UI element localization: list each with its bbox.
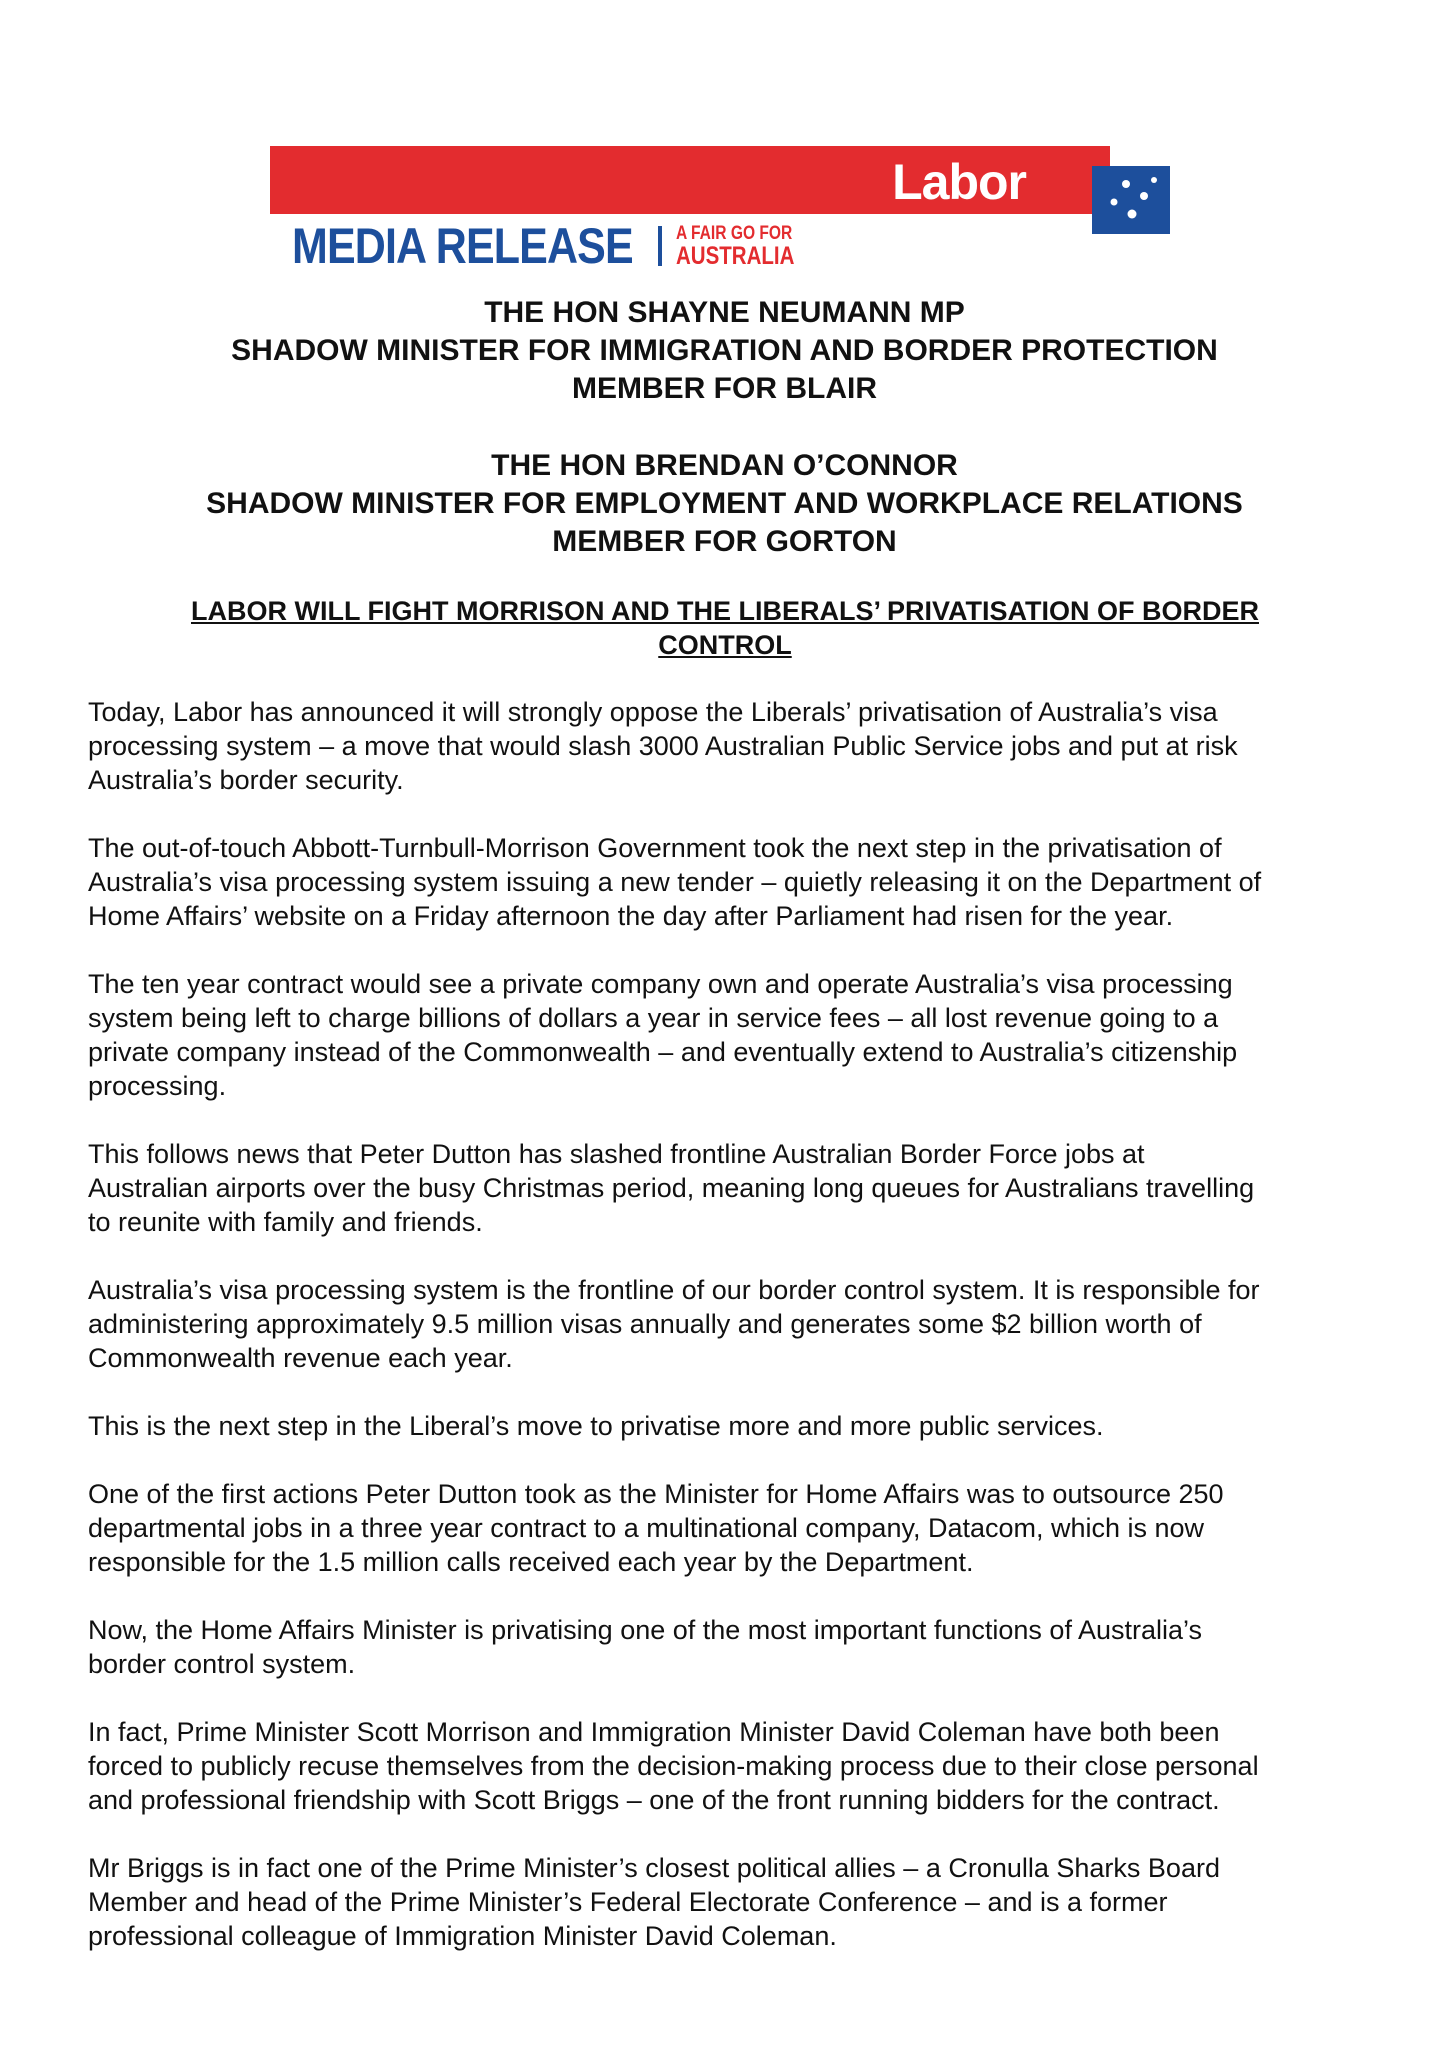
banner-divider bbox=[658, 226, 662, 266]
tagline-line-1: A FAIR GO FOR bbox=[676, 223, 793, 244]
paragraph-line: processing system – a move that would slash 3000 Australian Public Service jobs and put at risk bbox=[88, 731, 1238, 761]
minister-name: THE HON SHAYNE NEUMANN MP bbox=[484, 296, 965, 329]
banner-red-strip bbox=[270, 146, 1110, 214]
paragraph bbox=[88, 1137, 1388, 1239]
paragraph bbox=[88, 695, 1388, 797]
minister-seat: MEMBER FOR BLAIR bbox=[572, 372, 877, 405]
paragraph-line: Now, the Home Affairs Minister is privatising one of the most important functions of Australia’s bbox=[88, 1615, 1203, 1645]
southern-cross-flag-icon bbox=[1092, 166, 1170, 234]
paragraph-line: Australian airports over the busy Christmas period, meaning long queues for Australians travelling bbox=[88, 1173, 1255, 1203]
paragraph-line: The ten year contract would see a private company own and operate Australia’s visa processing bbox=[88, 969, 1233, 999]
paragraph bbox=[88, 1715, 1388, 1817]
minister-seat: MEMBER FOR GORTON bbox=[552, 525, 897, 558]
paragraph-line: Australia’s visa processing system issuing a new tender – quietly releasing it on the Department of bbox=[88, 867, 1262, 897]
paragraph-line: and professional friendship with Scott Briggs – one of the front running bidders for the contract. bbox=[88, 1785, 1220, 1815]
paragraph-line: Today, Labor has announced it will strongly oppose the Liberals’ privatisation of Australia’s visa bbox=[88, 697, 1218, 727]
labor-logo-text: Labor bbox=[892, 154, 1026, 210]
minister-role: SHADOW MINISTER FOR IMMIGRATION AND BORDER PROTECTION bbox=[231, 334, 1218, 367]
paragraph bbox=[88, 1613, 1388, 1681]
paragraph bbox=[88, 1851, 1388, 1953]
paragraph-line: Mr Briggs is in fact one of the Prime Minister’s closest political allies – a Cronulla Sharks Board bbox=[88, 1853, 1220, 1883]
paragraph-line: border control system. bbox=[88, 1649, 356, 1679]
paragraph bbox=[88, 1477, 1388, 1579]
title-line-1: LABOR WILL FIGHT MORRISON AND THE LIBERALS’ PRIVATISATION OF BORDER bbox=[191, 596, 1259, 626]
minister-role: SHADOW MINISTER FOR EMPLOYMENT AND WORKPLACE RELATIONS bbox=[206, 487, 1243, 520]
paragraph-line: private company instead of the Commonwealth – and eventually extend to Australia’s citizenship bbox=[88, 1037, 1238, 1067]
paragraph-line: This follows news that Peter Dutton has slashed frontline Australian Border Force jobs at bbox=[88, 1139, 1145, 1169]
paragraph-line: One of the first actions Peter Dutton took as the Minister for Home Affairs was to outsource 250 bbox=[88, 1479, 1224, 1509]
release-title bbox=[120, 594, 1330, 662]
paragraph bbox=[88, 1409, 1388, 1443]
minister-block-neumann bbox=[0, 294, 1449, 408]
paragraph-line: Australia’s border security. bbox=[88, 765, 404, 795]
paragraph bbox=[88, 831, 1388, 933]
paragraph-line: departmental jobs in a three year contract to a multinational company, Datacom, which is now bbox=[88, 1513, 1205, 1543]
paragraph-line: forced to publicly recuse themselves from the decision-making process due to their close personal bbox=[88, 1751, 1259, 1781]
fair-go-tagline bbox=[676, 224, 794, 268]
paragraph-line: professional colleague of Immigration Minister David Coleman. bbox=[88, 1921, 837, 1951]
paragraph-line: This is the next step in the Liberal’s move to privatise more and more public services. bbox=[88, 1411, 1104, 1441]
minister-block-oconnor bbox=[0, 447, 1449, 561]
media-release-heading: MEDIA RELEASE bbox=[292, 218, 633, 274]
tagline-line-2: AUSTRALIA bbox=[676, 242, 795, 270]
paragraph-line: processing. bbox=[88, 1071, 227, 1101]
paragraph-line: In fact, Prime Minister Scott Morrison and Immigration Minister David Coleman have both been bbox=[88, 1717, 1220, 1747]
media-release-banner bbox=[270, 146, 1170, 274]
paragraph-line: administering approximately 9.5 million visas annually and generates some $2 billion worth of bbox=[88, 1309, 1202, 1339]
paragraph-line: Home Affairs’ website on a Friday afternoon the day after Parliament had risen for the year. bbox=[88, 901, 1174, 931]
paragraph-line: to reunite with family and friends. bbox=[88, 1207, 483, 1237]
paragraph-line: Commonwealth revenue each year. bbox=[88, 1343, 513, 1373]
paragraph-line: system being left to charge billions of dollars a year in service fees – all lost revenue going to a bbox=[88, 1003, 1219, 1033]
title-line-2: CONTROL bbox=[658, 630, 792, 660]
paragraph-line: The out-of-touch Abbott-Turnbull-Morrison Government took the next step in the privatisation of bbox=[88, 833, 1222, 863]
paragraph-line: Member and head of the Prime Minister’s Federal Electorate Conference – and is a former bbox=[88, 1887, 1168, 1917]
paragraph-line: responsible for the 1.5 million calls received each year by the Department. bbox=[88, 1547, 974, 1577]
paragraph-line: Australia’s visa processing system is the frontline of our border control system. It is responsible for bbox=[88, 1275, 1260, 1305]
paragraph bbox=[88, 967, 1388, 1103]
minister-name: THE HON BRENDAN O’CONNOR bbox=[491, 449, 958, 482]
paragraph bbox=[88, 1273, 1388, 1375]
release-body bbox=[88, 695, 1388, 1987]
